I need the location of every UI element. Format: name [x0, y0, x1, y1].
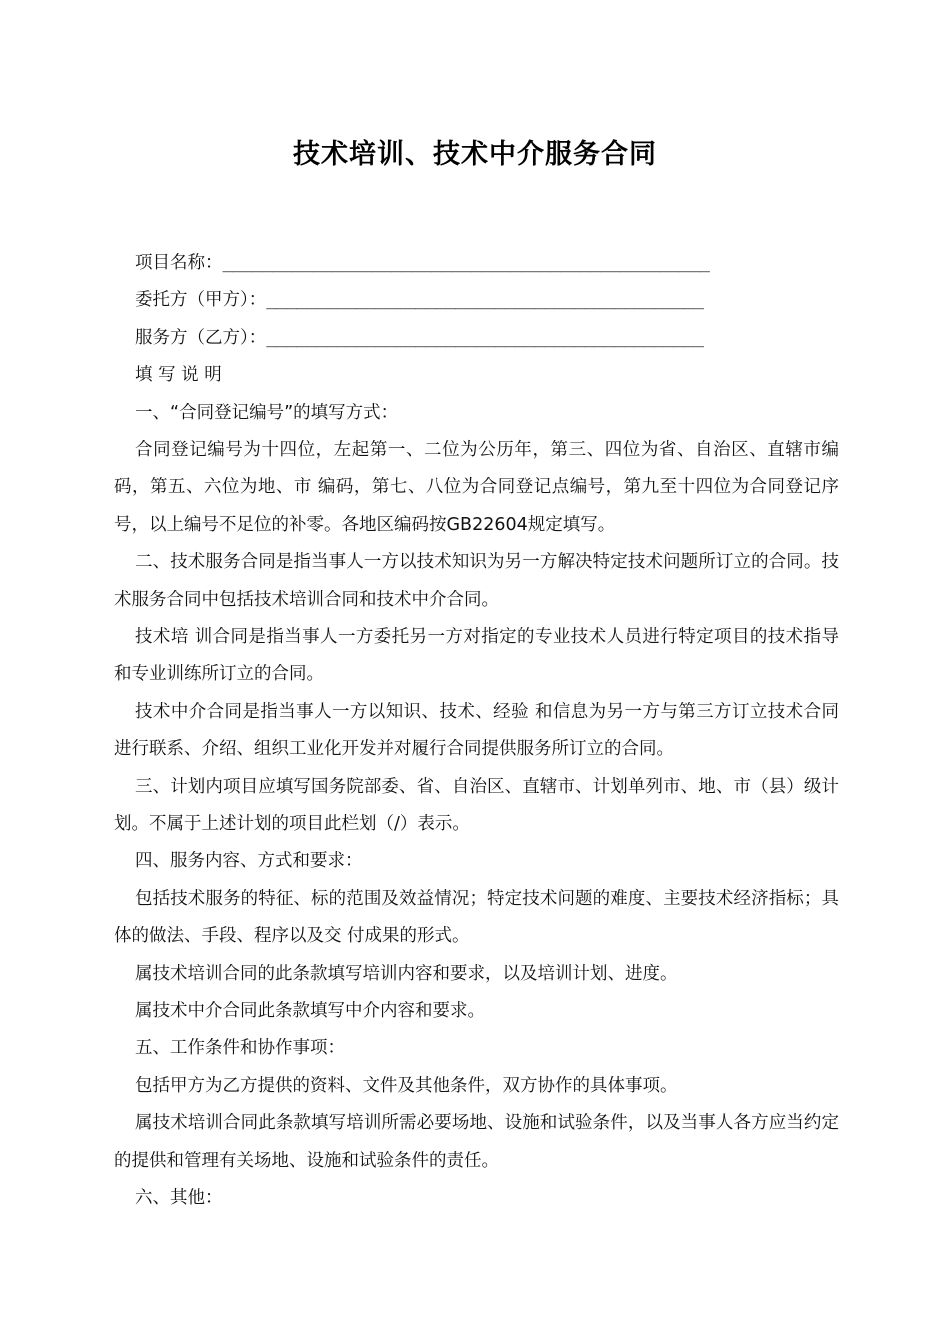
field-label: 项目名称：: [135, 253, 223, 273]
paragraph-9: 属技术培训合同的此条款填写培训内容和要求，以及培训计划、进度。: [135, 963, 678, 984]
field-blank-line: ____________________________________________: [266, 327, 704, 348]
field-blank-line: ____________________________________________: [266, 290, 704, 311]
instructions-heading-text: 填 写 说 明: [135, 365, 222, 386]
paragraph-6: 三、计划内项目应填写国务院部委、省、自治区、直辖市、计划单列市、地、市（县）级计划。不属于上述计划的项目此栏划（/）表示。: [114, 776, 839, 835]
document-title: 技术培训、技术中介服务合同: [293, 139, 657, 170]
paragraph-8: 包括技术服务的特征、标的范围及效益情况；特定技术问题的难度、主要技术经济指标；具体的做法、手段、程序以及交 付成果的形式。: [114, 888, 839, 947]
paragraph-2: 合同登记编号为十四位，左起第一、二位为公历年，第三、四位为省、自治区、直辖市编码，第五、六位为地、市 编码，第七、八位为合同登记点编号，第九至十四位为合同登记序号，以上编号不足位的补零。各地区编码按GB22604规定填写。: [114, 439, 839, 535]
field-label: 委托方（甲方）：: [135, 290, 267, 311]
paragraph-10: 属技术中介合同此条款填写中介内容和要求。: [135, 1001, 485, 1022]
paragraph-1: 一、“合同登记编号”的填写方式：: [135, 402, 399, 423]
paragraph-7: 四、服务内容、方式和要求：: [135, 851, 363, 872]
field-project-name: [114, 245, 839, 282]
paragraph-12: 包括甲方为乙方提供的资料、文件及其他条件，双方协作的具体事项。: [135, 1075, 678, 1096]
paragraph-5: 技术中介合同是指当事人一方以知识、技术、经验 和信息为另一方与第三方订立技术合同进行联系、介绍、组织工业化开发并对履行合同提供服务所订立的合同。: [114, 701, 839, 760]
document-body: [114, 245, 839, 1218]
paragraph-3: 二、技术服务合同是指当事人一方以技术知识为另一方解决特定技术问题所订立的合同。技术服务合同中包括技术培训合同和技术中介合同。: [114, 552, 839, 610]
instructions-heading: [114, 357, 839, 394]
paragraph-4: 技术培 训合同是指当事人一方委托另一方对指定的专业技术人员进行特定项目的技术指导和专业训练所订立的合同。: [114, 627, 839, 685]
field-label: 服务方（乙方）：: [135, 327, 267, 348]
paragraph-14: 六、其他：: [135, 1188, 223, 1209]
paragraph-11: 五、工作条件和协作事项：: [135, 1038, 345, 1059]
field-blank-line: _________________________________________________: [222, 253, 710, 273]
field-client: [114, 282, 839, 319]
paragraph-13: 属技术培训合同此条款填写培训所需必要场地、设施和试验条件，以及当事人各方应当约定的提供和管理有关场地、设施和试验条件的责任。: [114, 1113, 839, 1171]
field-service-provider: [114, 320, 839, 357]
